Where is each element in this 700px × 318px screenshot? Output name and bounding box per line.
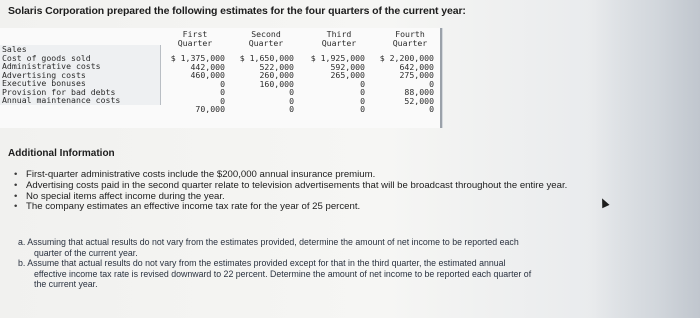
cell-q3-maintenance: 0 [360,104,365,114]
additional-info-heading: Additional Information [8,148,115,159]
cell-q4-sales: $ 2,200,000 [379,53,434,63]
cell-q2-cogs: 522,000 [259,61,294,72]
cell-q4-admin: 275,000 [399,70,434,80]
column-q2 [234,30,294,128]
cell-q1-bad-debts: 0 [220,95,225,106]
cell-q4-bad-debts: 52,000 [404,95,434,106]
question-b-line-1: b. Assume that actual results do not vary from the estimates provided except for that in the third quarter, the estimated annual [18,258,506,269]
cell-q3-bonuses: 0 [360,87,365,97]
problem-intro: Solaris Corporation prepared the following estimates for the four quarters of the current year: [8,5,466,17]
row-labels-column [0,45,161,105]
cell-q3-admin: 265,000 [330,70,365,80]
cell-q3-cogs: 592,000 [330,61,365,72]
row-label-advertising: Advertising costs [2,69,86,80]
cell-q4-bonuses: 88,000 [404,87,434,97]
estimates-table [0,28,440,128]
row-label-bonuses: Executive bonuses [2,78,86,88]
cell-q2-bonuses: 0 [289,87,294,97]
column-q4 [372,30,434,128]
cell-q1-advertising: 0 [220,78,225,89]
cell-q2-advertising: 160,000 [259,78,294,89]
cell-q2-admin: 260,000 [259,70,294,80]
row-label-maintenance: Annual maintenance costs [2,95,121,105]
cell-q2-maintenance: 0 [289,104,294,114]
bullet-tax-rate: • The company estimates an effective income tax rate for the year of 25 percent. [14,202,567,213]
question-b-line-3: the current year. [34,279,98,290]
cell-q1-bonuses: 0 [220,87,225,97]
bullet-special-items: • No special items affect income during the year. [14,192,567,203]
cell-q3-sales: $ 1,925,000 [310,53,365,63]
column-q1 [163,30,225,128]
row-label-cogs: Cost of goods sold [2,52,91,63]
row-label-sales: Sales [2,44,27,54]
column-header-q4: Fourth Quarter [392,29,428,48]
cell-q1-maintenance: 70,000 [195,104,225,114]
additional-info-list [14,170,567,213]
cell-q4-cogs: 642,000 [399,61,434,72]
cell-q1-sales: $ 1,375,000 [170,53,225,63]
bullet-advertising: • Advertising costs paid in the second quarter relate to television advertisements that will be broadcast throughout the entire year. [14,181,567,192]
column-header-q1: First Quarter [177,29,213,48]
question-a-line-2: quarter of the current year. [34,247,138,258]
cell-q3-bad-debts: 0 [360,95,365,106]
cell-q1-cogs: 442,000 [190,61,225,72]
row-label-admin: Administrative costs [2,61,101,71]
column-header-q2: Second Quarter [248,29,284,48]
question-a-line-1: a. Assuming that actual results do not vary from the estimates provided, determine the amount of net income to be reported each [18,237,519,247]
questions [18,237,618,290]
cell-q4-advertising: 0 [429,78,434,89]
column-q3 [303,30,365,128]
cell-q2-bad-debts: 0 [289,95,294,106]
cell-q2-sales: $ 1,650,000 [239,53,294,63]
question-b-line-2: effective income tax rate is revised downward to 22 percent. Determine the amount of net income to be reported each quarter of [34,268,532,279]
cell-q1-admin: 460,000 [190,70,225,80]
column-header-q3: Third Quarter [321,29,357,48]
bullet-insurance: • First-quarter administrative costs include the $200,000 annual insurance premium. [14,170,567,181]
row-label-bad-debts: Provision for bad debts [2,86,116,97]
cell-q4-maintenance: 0 [429,104,434,114]
cell-q3-advertising: 0 [360,78,365,89]
mouse-cursor-icon [598,197,609,209]
